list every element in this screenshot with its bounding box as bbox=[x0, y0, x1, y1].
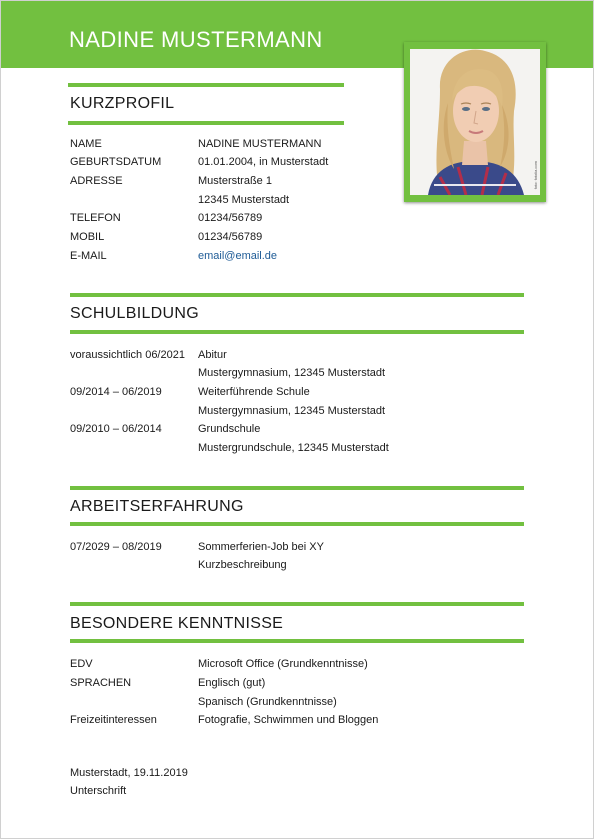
section-rule-top bbox=[70, 602, 524, 606]
profile-value: 01.01.2004, in Musterstadt bbox=[198, 156, 329, 168]
education-date: 09/2010 – 06/2014 bbox=[70, 423, 162, 435]
skills-value: Spanisch (Grundkenntnisse) bbox=[198, 696, 337, 708]
profile-value: Musterstraße 1 bbox=[198, 175, 272, 187]
section-rule-bottom bbox=[70, 330, 524, 334]
section-rule-top bbox=[70, 293, 524, 297]
section-title-schulbildung: SCHULBILDUNG bbox=[70, 305, 199, 322]
section-rule-bottom bbox=[70, 522, 524, 526]
skills-label: SPRACHEN bbox=[70, 677, 132, 689]
profile-label: MOBIL bbox=[70, 231, 105, 243]
profile-photo-image bbox=[410, 49, 540, 195]
profile-photo-frame bbox=[404, 42, 546, 202]
section-title-arbeitserfahrung: ARBEITSERFAHRUNG bbox=[70, 498, 244, 515]
education-value: Abitur bbox=[198, 349, 227, 361]
profile-value: 01234/56789 bbox=[198, 231, 263, 243]
skills-value: Microsoft Office (Grundkenntnisse) bbox=[198, 658, 368, 670]
education-value: Weiterführende Schule bbox=[198, 386, 310, 398]
section-rule-bottom bbox=[68, 121, 344, 125]
section-title-kurzprofil: KURZPROFIL bbox=[70, 95, 175, 112]
experience-value: Kurzbeschreibung bbox=[198, 559, 287, 571]
section-title-kenntnisse: BESONDERE KENNTNISSE bbox=[70, 615, 284, 632]
place-date: Musterstadt, 19.11.2019 bbox=[70, 767, 188, 779]
profile-photo bbox=[410, 49, 540, 195]
profile-value: NADINE MUSTERMANN bbox=[198, 138, 322, 150]
profile-value: 01234/56789 bbox=[198, 212, 263, 224]
education-value: Mustergymnasium, 12345 Musterstadt bbox=[198, 367, 386, 379]
photo-credit: foto: fotolia.com bbox=[533, 160, 538, 189]
page-title: NADINE MUSTERMANN bbox=[69, 27, 323, 52]
skills-value: Fotografie, Schwimmen und Bloggen bbox=[198, 714, 379, 726]
education-date: voraussichtlich 06/2021 bbox=[70, 349, 185, 361]
profile-value: 12345 Musterstadt bbox=[198, 194, 290, 206]
email-link[interactable]: email@email.de bbox=[198, 250, 278, 262]
skills-label: EDV bbox=[70, 658, 93, 670]
profile-label: TELEFON bbox=[70, 212, 121, 224]
signature-label: Unterschrift bbox=[70, 785, 127, 797]
skills-value: Englisch (gut) bbox=[198, 677, 266, 689]
experience-value: Sommerferien-Job bei XY bbox=[198, 541, 324, 553]
education-value: Grundschule bbox=[198, 423, 261, 435]
section-rule-bottom bbox=[70, 639, 524, 643]
section-rule-top bbox=[68, 83, 344, 87]
skills-label: Freizeitinteressen bbox=[70, 714, 157, 726]
profile-label: E-MAIL bbox=[70, 250, 107, 262]
section-rule-top bbox=[70, 486, 524, 490]
profile-label: ADRESSE bbox=[70, 175, 123, 187]
experience-date: 07/2029 – 08/2019 bbox=[70, 541, 162, 553]
profile-label: NAME bbox=[70, 138, 102, 150]
profile-label: GEBURTSDATUM bbox=[70, 156, 162, 168]
education-value: Mustergymnasium, 12345 Musterstadt bbox=[198, 405, 386, 417]
education-value: Mustergrundschule, 12345 Musterstadt bbox=[198, 442, 389, 454]
education-date: 09/2014 – 06/2019 bbox=[70, 386, 162, 398]
